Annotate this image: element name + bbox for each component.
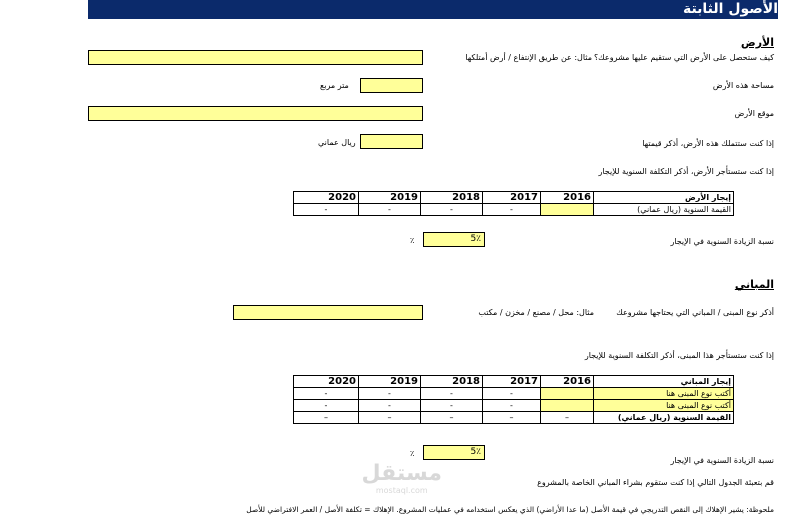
land-location-label: موقع الأرض <box>734 109 774 118</box>
page-title: الأصول الثابتة <box>682 1 778 17</box>
land-area-label: مساحة هذه الأرض <box>712 81 774 90</box>
watermark-domain: mostaql.com <box>375 486 428 495</box>
land-area-unit: متر مربع <box>320 81 349 90</box>
land-own-value-label: إذا كنت ستتملك هذه الأرض، أذكر قيمتها <box>642 139 774 148</box>
year-header: 2020 <box>294 192 359 204</box>
land-acquire-input[interactable] <box>88 50 423 65</box>
land-location-input[interactable] <box>88 106 423 121</box>
buildings-type-question: أذكر نوع المبنى / المباني التي يحتاجها مشروعك <box>616 308 774 317</box>
land-acquire-example: مثال: عن طريق الإنتفاع / أرض أمتلكها <box>465 53 592 62</box>
land-currency-unit: ريال عماني <box>318 138 356 147</box>
table-cell: – <box>359 412 421 424</box>
buildings-rent-question: إذا كنت ستستأجر هذا المبنى، أذكر التكلفة السنوية للإيجار <box>584 351 774 360</box>
table-cell: – <box>483 412 541 424</box>
year-header: 2017 <box>483 376 541 388</box>
table-cell: - <box>359 204 421 216</box>
depreciation-note: ملحوظة: يشير الإهلاك إلى النقص التدريجي في قيمة الأصل (ما عدا الأراضي) الذي يعكس استخدامه في عمليات المشروع. الإهلاك = تكلفة الأصل / العمر الافتراضي للأصل <box>246 505 774 514</box>
land-section-title: الأرض <box>740 36 774 49</box>
year-header: 2016 <box>541 376 594 388</box>
buildings-increase-unit: ٪ <box>410 449 415 458</box>
land-increase-input[interactable]: 5٪ <box>423 232 485 247</box>
table-header-label: إيجار الأرض <box>594 192 734 204</box>
buildings-type-input[interactable] <box>233 305 423 320</box>
year-header: 2018 <box>421 192 483 204</box>
table-cell: – <box>294 412 359 424</box>
land-own-value-input[interactable] <box>360 134 423 149</box>
table-cell: - <box>359 388 421 400</box>
table-cell: - <box>359 400 421 412</box>
table-row <box>294 192 734 204</box>
buildings-rent-table <box>293 375 734 424</box>
table-cell: - <box>294 400 359 412</box>
watermark <box>362 462 442 495</box>
buildings-section-title: المباني <box>734 278 774 291</box>
table-total-label: القيمة السنوية (ريال عماني) <box>594 412 734 424</box>
table-cell: - <box>294 388 359 400</box>
year-header: 2017 <box>483 192 541 204</box>
year-header: 2020 <box>294 376 359 388</box>
table-cell: - <box>483 400 541 412</box>
table-cell: - <box>421 388 483 400</box>
header-bar <box>88 0 778 19</box>
table-row <box>294 204 734 216</box>
land-rent-question: إذا كنت ستستأجر الأرض، أذكر التكلفة السنوية للإيجار <box>598 167 774 176</box>
land-area-input[interactable] <box>360 78 423 93</box>
year-header: 2019 <box>359 192 421 204</box>
buildings-type-example: مثال: محل / مصنع / مخزن / مكتب <box>478 308 594 317</box>
year-header: 2019 <box>359 376 421 388</box>
purchase-note: قم بتعبئة الجدول التالي إذا كنت ستقوم بشراء المباني الخاصة بالمشروع <box>537 478 774 487</box>
rent-2016-input[interactable] <box>541 204 594 216</box>
table-cell: – <box>421 412 483 424</box>
building-2-rent-2016-input[interactable] <box>541 400 594 412</box>
watermark-brand: مستقل <box>361 461 442 486</box>
table-cell: - <box>421 400 483 412</box>
table-cell: - <box>421 204 483 216</box>
table-cell: – <box>541 412 594 424</box>
table-row-label: القيمة السنوية (ريال عماني) <box>594 204 734 216</box>
building-1-rent-2016-input[interactable] <box>541 388 594 400</box>
year-header: 2018 <box>421 376 483 388</box>
building-1-type-input[interactable]: أكتب نوع المبنى هنا <box>594 388 734 400</box>
building-2-type-input[interactable]: أكتب نوع المبنى هنا <box>594 400 734 412</box>
table-cell: - <box>483 388 541 400</box>
year-header: 2016 <box>541 192 594 204</box>
table-header-label: إيجار المباني <box>594 376 734 388</box>
buildings-increase-label: نسبة الزيادة السنوية في الإيجار <box>670 456 774 465</box>
table-row <box>294 412 734 424</box>
table-cell: - <box>294 204 359 216</box>
table-row <box>294 388 734 400</box>
land-increase-unit: ٪ <box>410 236 415 245</box>
table-cell: - <box>483 204 541 216</box>
land-increase-label: نسبة الزيادة السنوية في الإيجار <box>670 237 774 246</box>
table-row <box>294 400 734 412</box>
land-rent-table <box>293 191 734 216</box>
buildings-increase-input[interactable]: 5٪ <box>423 445 485 460</box>
land-acquire-question: كيف ستحصل على الأرض التي ستقيم عليها مشروعك؟ <box>593 53 774 62</box>
table-row <box>294 376 734 388</box>
